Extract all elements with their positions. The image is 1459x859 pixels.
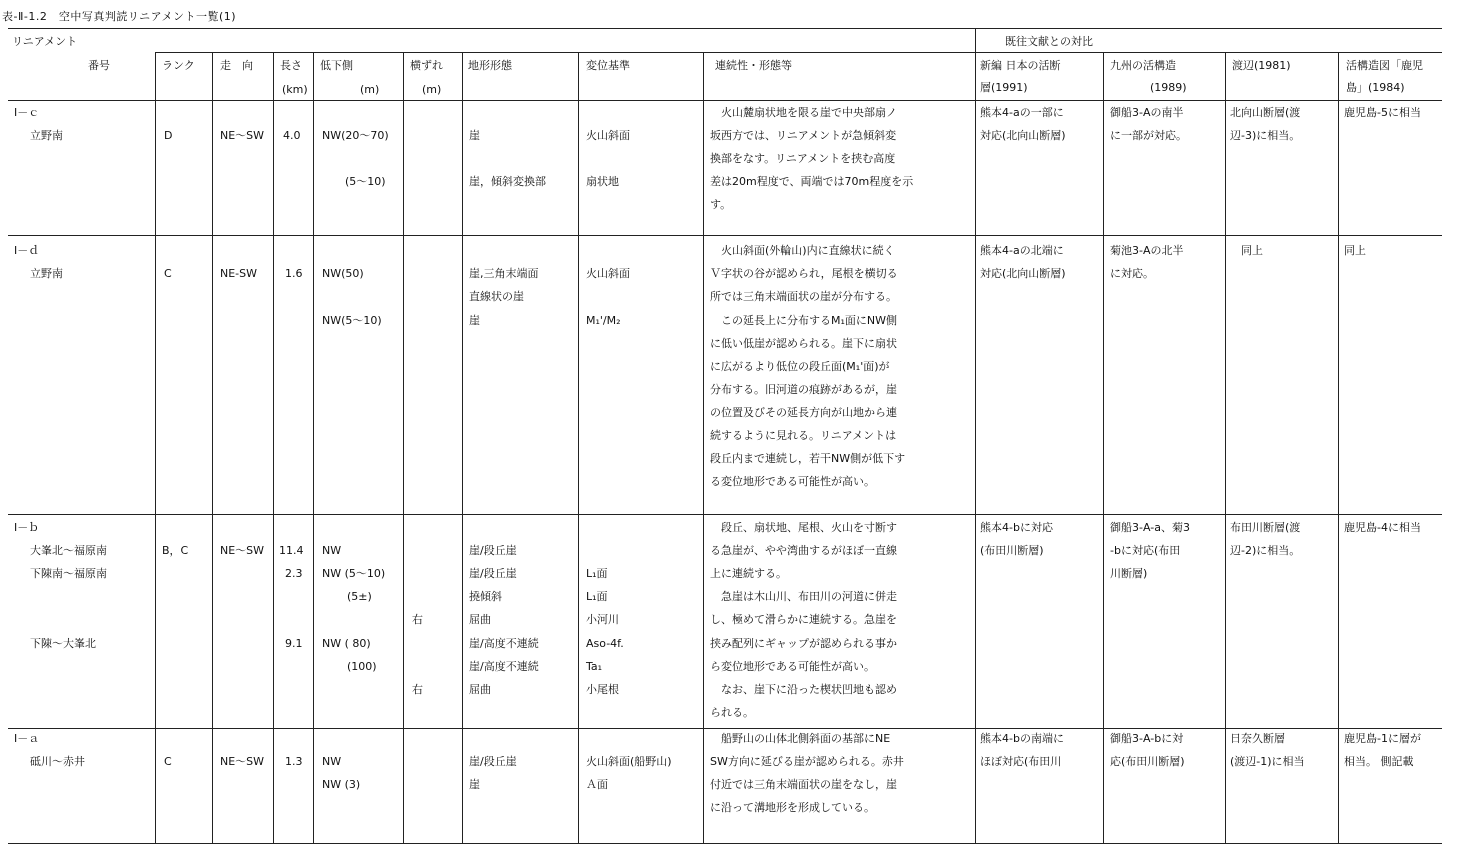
row-desc-line: 段丘、扇状地、尾根、火山を寸断す <box>710 521 897 534</box>
row-landform: 崖，傾斜変換部 <box>469 175 546 188</box>
row-landform: 崖,三角末端面 <box>469 267 539 280</box>
row-length: 4.0 <box>283 129 301 142</box>
row-strike: NE～SW <box>220 129 265 142</box>
col-1338 <box>1338 52 1339 843</box>
row-down: NW ( 80) <box>322 637 371 650</box>
row-down: (100) <box>347 660 377 673</box>
header-lit2b: (1989) <box>1150 81 1187 94</box>
row-down: (5～10) <box>345 175 386 188</box>
rule-header-bottom <box>8 100 1442 101</box>
header-lit3: 渡辺(1981) <box>1232 59 1291 72</box>
row-name: 下陳～大峯北 <box>30 637 96 650</box>
row-lit3: 辺-2)に相当。 <box>1230 544 1301 557</box>
row-lit4: 鹿児島-4に相当 <box>1344 521 1421 534</box>
row-name: 下陳南～福原南 <box>30 567 107 580</box>
header-strike: 走 向 <box>220 59 253 72</box>
row-desc-line: られる。 <box>710 706 754 719</box>
row-desc-line: ら変位地形である可能性が高い。 <box>710 660 875 673</box>
row-landform: 崖/段丘崖 <box>469 544 517 557</box>
row-down: (5±) <box>347 590 372 603</box>
row-lit2: に一部が対応。 <box>1110 129 1187 142</box>
row-base: Ta₁ <box>586 660 603 673</box>
row-length: 1.3 <box>285 755 303 768</box>
col-975 <box>975 28 976 843</box>
row-landform: 崖 <box>469 314 480 327</box>
row-lit3: 布田川断層(渡 <box>1230 521 1301 534</box>
row-lit1: (布田川断層) <box>980 544 1044 557</box>
row-down: NW <box>322 544 342 557</box>
row-landform: 崖 <box>469 129 480 142</box>
row-down: NW (5～10) <box>322 567 386 580</box>
row-name: 砥川～赤井 <box>30 755 85 768</box>
col-462 <box>462 52 463 843</box>
row-rank: D <box>164 129 173 142</box>
table-caption: 表-Ⅱ-1.2 空中写真判読リニアメント一覧(1) <box>2 10 237 23</box>
row-lit3: 北向山断層(渡 <box>1230 106 1301 119</box>
row-rank: B，C <box>162 544 189 557</box>
row-desc-line: の位置及びその延長方向が山地から連 <box>710 406 897 419</box>
rule-top <box>8 28 1442 29</box>
rule-row1 <box>8 235 1442 236</box>
row-desc-line: 火山麓扇状地を限る崖で中央部扇ノ <box>710 106 897 119</box>
row-lit2: に対応。 <box>1110 267 1154 280</box>
header-length: 長さ <box>280 59 302 72</box>
rule-row3 <box>8 728 1442 729</box>
row-lit3: 日奈久断層 <box>1230 732 1285 745</box>
row-lit1: 熊本4-bの南端に <box>980 732 1064 745</box>
row-name: 立野南 <box>30 267 63 280</box>
row-base: M₁'/M₂ <box>586 314 621 327</box>
col-273 <box>273 52 274 843</box>
row-down: NW (3) <box>322 778 361 791</box>
row-name: 立野南 <box>30 129 63 142</box>
row-base: 小尾根 <box>586 683 619 696</box>
row-base: Aso-4f. <box>586 637 624 650</box>
row-desc-line: 差は20m程度で、両端では70m程度を示 <box>710 175 914 188</box>
row-length: 11.4 <box>279 544 304 557</box>
row-lit1: ほぼ対応(布田川 <box>980 755 1062 768</box>
header-comparison: 既往文献との対比 <box>1005 35 1093 48</box>
row-lit3: 辺-3)に相当。 <box>1230 129 1301 142</box>
row-lit4: 相当。 側記載 <box>1344 755 1414 768</box>
row-desc-line: 続するように見れる。リニアメントは <box>710 429 897 442</box>
header-lateral-unit: (m) <box>422 83 442 96</box>
row-down: NW(5～10) <box>322 314 382 327</box>
row-lit1: 熊本4-aの北端に <box>980 244 1064 257</box>
row-lit4: 同上 <box>1344 244 1366 257</box>
row-desc-line: に広がるより低位の段丘面(M₁'面)が <box>710 360 890 373</box>
header-rank: ランク <box>162 59 195 72</box>
header-lit4: 活構造図「鹿児 <box>1346 59 1423 72</box>
row-landform: 崖 <box>469 778 480 791</box>
row-landform: 崖/高度不連続 <box>469 660 539 673</box>
header-lit2: 九州の活構造 <box>1110 59 1176 72</box>
header-number: 番号 <box>88 59 110 72</box>
row-lit4: 鹿児島-5に相当 <box>1344 106 1421 119</box>
header-lineament: リニアメント <box>12 35 78 48</box>
row-strike: NE～SW <box>220 755 265 768</box>
row-desc-line: SW方向に延びる崖が認められる。赤井 <box>710 755 904 768</box>
rule-bottom <box>8 843 1442 844</box>
row-desc-line: る急崖が、やや湾曲するがほぼ一直線 <box>710 544 897 557</box>
row-base: 火山斜面 <box>586 267 630 280</box>
row-lit2: 菊池3-Aの北半 <box>1110 244 1184 257</box>
row-desc-line: 上に連続する。 <box>710 567 787 580</box>
col-703 <box>703 52 704 843</box>
row-lateral: 右 <box>412 683 423 696</box>
col-313 <box>313 52 314 843</box>
row-base: L₁面 <box>586 567 608 580</box>
row-landform: 崖/段丘崖 <box>469 567 517 580</box>
row-desc-line: 急崖は木山川、布田川の河道に併走 <box>710 590 897 603</box>
row-base: Ａ面 <box>586 778 608 791</box>
row-desc-line: この延長上に分布するM₁面にNW側 <box>710 314 898 327</box>
row-desc-line: 分布する。旧河道の痕跡があるが，崖 <box>710 383 897 396</box>
header-continuity: 連続性・形態等 <box>715 59 792 72</box>
row-lit2: -bに対応(布田 <box>1110 544 1181 557</box>
row-lit1: 対応(北向山断層) <box>980 129 1066 142</box>
row-landform: 屈曲 <box>469 613 491 626</box>
header-length-unit: (km) <box>282 83 308 96</box>
row-desc-line: 挟み配列にギャップが認められる事か <box>710 637 897 650</box>
row-desc-line: に低い低崖が認められる。崖下に扇状 <box>710 337 897 350</box>
col-212 <box>212 52 213 843</box>
col-1103 <box>1103 52 1104 843</box>
row-lit2: 御船3-A-bに対 <box>1110 732 1184 745</box>
row-length: 1.6 <box>285 267 303 280</box>
row-desc-line: る変位地形である可能性が高い。 <box>710 475 875 488</box>
row-lit1: 熊本4-bに対応 <box>980 521 1053 534</box>
row-strike: NE～SW <box>220 544 265 557</box>
row-lit2: 川断層) <box>1110 567 1148 580</box>
row-rank: C <box>164 755 172 768</box>
header-downthrown: 低下側 <box>320 59 353 72</box>
row-lit1: 熊本4-aの一部に <box>980 106 1064 119</box>
row-desc-line: 換部をなす。リニアメントを挟む高度 <box>710 152 896 165</box>
row-id: Ⅰ－ｂ <box>14 521 40 534</box>
row-desc-line: なお、崖下に沿った楔状凹地も認め <box>710 683 897 696</box>
row-lit3: (渡辺-1)に相当 <box>1230 755 1305 768</box>
row-landform: 撓傾斜 <box>469 590 502 603</box>
row-desc-line: 所では三角末端面状の崖が分布する。 <box>710 290 897 303</box>
row-desc-line: 段丘内まで連続し，若干NW側が低下す <box>710 452 906 465</box>
row-id: Ⅰ－ａ <box>14 732 40 745</box>
row-length: 2.3 <box>285 567 303 580</box>
header-downthrown-unit: (m) <box>360 83 380 96</box>
row-desc-line: 坂西方では、リニアメントが急傾斜変 <box>710 129 897 142</box>
row-landform: 屈曲 <box>469 683 491 696</box>
rule-header-mid-left <box>155 52 975 53</box>
row-length: 9.1 <box>285 637 303 650</box>
row-desc-line: 付近では三角末端面状の崖をなし，崖 <box>710 778 897 791</box>
row-landform: 崖/高度不連続 <box>469 637 539 650</box>
row-base: 火山斜面(船野山) <box>586 755 672 768</box>
row-lit1: 対応(北向山断層) <box>980 267 1066 280</box>
row-down: NW(50) <box>322 267 364 280</box>
row-landform: 崖/段丘崖 <box>469 755 517 768</box>
header-lateral: 横ずれ <box>410 59 443 72</box>
row-lit2: 応(布田川断層) <box>1110 755 1185 768</box>
header-lit1: 新編 日本の活断 <box>980 59 1061 72</box>
row-lit2: 御船3-Aの南半 <box>1110 106 1184 119</box>
row-lit4: 鹿児島-1に層が <box>1344 732 1421 745</box>
row-down: NW <box>322 755 342 768</box>
row-id: Ⅰ－ｄ <box>14 244 40 257</box>
row-rank: C <box>164 267 172 280</box>
row-lit3: 同上 <box>1230 244 1263 257</box>
col-578 <box>578 52 579 843</box>
row-lit2: 御船3-A-a、菊3 <box>1110 521 1190 534</box>
row-desc-line: 船野山の山体北側斜面の基部にNE <box>710 732 891 745</box>
row-desc-line: す。 <box>710 198 732 211</box>
row-desc-line: Ｖ字状の谷が認められ，尾根を横切る <box>710 267 898 280</box>
row-name: 大峯北～福原南 <box>30 544 107 557</box>
row-desc-line: し、極めて滑らかに連続する。急崖を <box>710 613 897 626</box>
rule-row2 <box>8 514 1442 515</box>
header-landform: 地形形態 <box>468 59 512 72</box>
row-base: 火山斜面 <box>586 129 630 142</box>
rule-header-mid-right <box>975 52 1442 53</box>
row-base: 扇状地 <box>586 175 619 188</box>
row-strike: NE-SW <box>220 267 258 280</box>
col-403 <box>403 52 404 843</box>
row-desc-line: に沿って溝地形を形成している。 <box>710 801 875 814</box>
header-displacement-ref: 変位基準 <box>586 59 630 72</box>
row-down: NW(20～70) <box>322 129 389 142</box>
col-155 <box>155 52 156 843</box>
row-base: 小河川 <box>586 613 619 626</box>
row-id: Ⅰ－ｃ <box>14 106 40 119</box>
header-lit4b: 島」(1984) <box>1346 81 1405 94</box>
row-landform: 直線状の崖 <box>469 290 524 303</box>
row-lateral: 右 <box>412 613 423 626</box>
row-base: L₁面 <box>586 590 608 603</box>
col-1225 <box>1225 52 1226 843</box>
row-desc-line: 火山斜面(外輪山)内に直線状に続く <box>710 244 895 257</box>
header-lit1b: 層(1991) <box>980 81 1028 94</box>
